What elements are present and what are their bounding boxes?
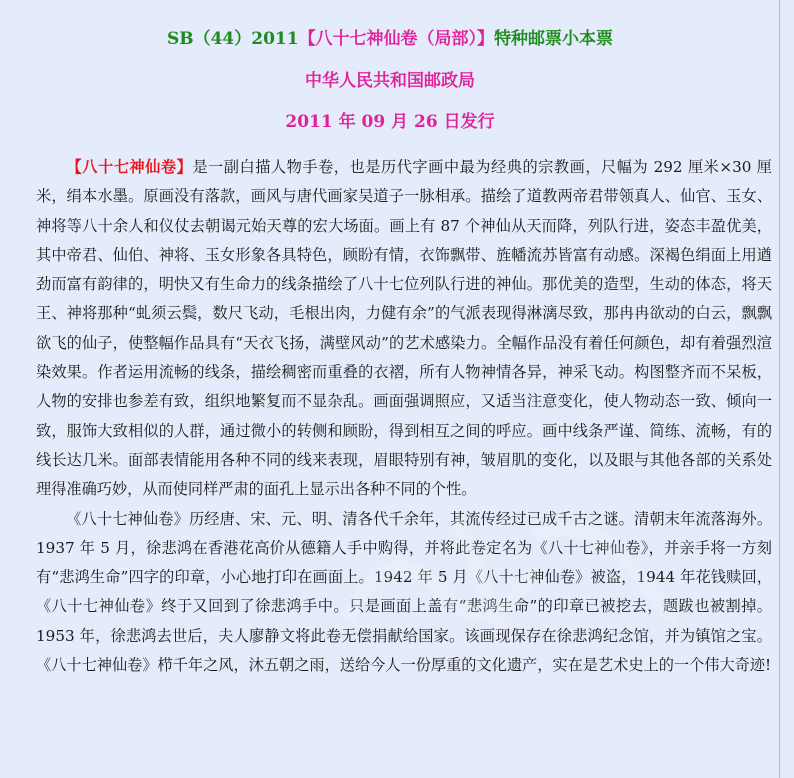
title-prefix: SB（44）2011: [166, 29, 299, 49]
page-title: [0, 28, 780, 50]
issuer: 中华人民共和国邮政局: [305, 71, 475, 91]
title-suffix: 特种邮票小本票: [494, 29, 614, 49]
article-body: [36, 153, 772, 680]
paragraph-2-text: 《八十七神仙卷》历经唐、宋、元、明、清各代千余年，其流传经过已成千古之谜。清朝末年流落海外。1937 年 5 月，徐悲鸿在香港花高价从德籍人手中购得，并将此卷定名为《八十七神仙卷》，并亲手将一方刻有“悲鸿生命”四字的印章，小心地打印在画面上。1942 年 5 月《八十七神仙卷》被盗，1944 年花钱赎回，《八十七神仙卷》终于又回到了徐悲鸿手中。只是画面上盖有“悲鸿生命”的印章已被挖去，题跋也被割掉。1953 年，徐悲鸿去世后，夫人廖静文将此卷无偿捐献给国家。该画现保存在徐悲鸿纪念馆，并为镇馆之宝。《八十七神仙卷》栉千年之风，沐五朝之雨，送给今人一份厚重的文化遗产，实在是艺术史上的一个伟大奇迹!: [36, 509, 772, 675]
paragraph-1-highlight: 【八十七神仙卷】: [66, 158, 193, 176]
paragraph-1: [36, 153, 772, 505]
paragraph-1-text: 是一副白描人物手卷，也是历代字画中最为经典的宗教画，尺幅为 292 厘米×30 厘米，绢本水墨。原画没有落款，画风与唐代画家吴道子一脉相承。描绘了道教两帝君带领真人、仙官、玉女、神将等八十余人和仪仗去朝谒元始天尊的宏大场面。画上有 87 个神仙从天而降，列队行进，姿态丰盈优美，其中帝君、仙伯、神将、玉女形象各具特色，顾盼有情，衣饰飘带、旌幡流苏皆富有动感。深褐色绢面上用遒劲而富有韵律的，明快又有生命力的线条描绘了八十七位列队行进的神仙。那优美的造型，生动的体态，将天王、神将那种“虬须云鬓，数尺飞动，毛根出肉，力健有余”的气派表现得淋漓尽致，那冉冉欲动的白云，飘飘欲飞的仙子，使整幅作品具有“天衣飞扬，满壁风动”的艺术感染力。全幅作品没有着任何颜色，却有着强烈渲染效果。作者运用流畅的线条，描绘稠密而重叠的衣褶，所有人物神情各异，神采飞动。构图整齐而不呆板，人物的安排也参差有致，组织地繁复而不显杂乱。画面强调照应，又适当注意变化，使人物动态一致、倾向一致，服饰大致相似的人群，通过微小的转侧和顾盼，得到相互之间的呼应。画中线条严谨、简练、流畅，有的线长达几米。面部表情能用各种不同的线来表现，眉眼特别有神，皱眉肌的变化，以及眼与其他各部的关系处理得准确巧妙，从而使同样严肃的面孔上显示出各种不同的个性。: [36, 158, 772, 499]
title-highlight: 【八十七神仙卷（局部）】: [298, 29, 495, 49]
paragraph-2: [36, 505, 772, 681]
issue-date: 2011 年 09 月 26 日发行: [285, 112, 495, 132]
